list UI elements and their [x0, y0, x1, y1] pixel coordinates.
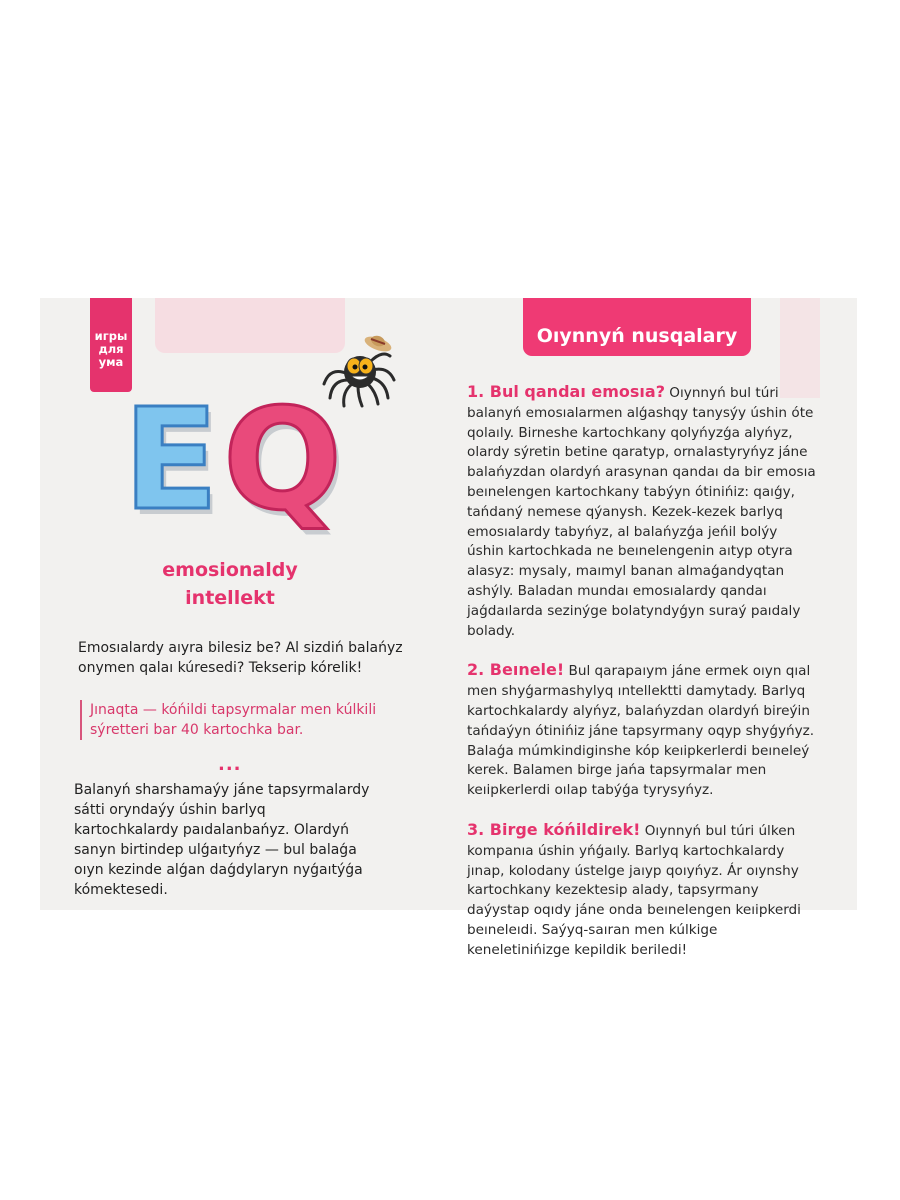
instruction-card [40, 298, 857, 958]
show-through-banner [155, 298, 345, 353]
eq-logo [123, 379, 343, 542]
variant-heading: 1. Bul qandaı emosıa? [467, 382, 665, 401]
brand-line: ума [98, 355, 124, 369]
variant-item [467, 660, 817, 801]
intro-text: Emosıalardy aıyra bilesiz be? Al sizdiń balańyz onymen qalaı kúresedi? Tekserip kórelik! [78, 640, 403, 676]
game-variants-header: Oıynnyń nusqalary [523, 298, 751, 356]
variant-text: Oıynnyń bul túri úlken kompanıa úshin yńǵaıly. Barlyq kartochkalardy jınap, kolodany ústelge jaıyp qoıyńyz. Ár oıynshy kartochkany kezektesip alady, tapsyrmany daýystap oqıdy jáne onda beınelengen keıipkerdi beıneleıdi. Saýyq-saıran men kúlkige keneletinińizge kepildik beriledi! [467, 822, 801, 958]
variant-text: Oıynnyń bul túri balanyń emosıalarmen alǵashqy tanysýy úshin óte qolaıly. Birneshe kartochkany qolyńyzǵa alyńyz, olardy sýretin betine qaratyp, ornalastyryńyz jáne balańyzdan olardyń arasynan qandaı da bir emosıa beınelengen kartochkany tabýyn ótinińiz: qaıǵy, tańdaný nemese qýanysh. Kezek-kezek barlyq emosıalardy tabyńyz, al balańyzǵa jeńil bolýy úshin kartochkada ne beınelengenin aıtyp otyra alasyz: mysaly, maımyl banan almaǵandyqtan ashýly. Baladan mundaı emosıalardy qandaı jaǵdaılarda sezinýge bolatyndyǵyn suraý paıdaly bolady. [467, 385, 816, 639]
game-variants-list [467, 382, 817, 980]
variant-item [467, 820, 817, 961]
separator-dots: ... [218, 754, 242, 775]
card-count-note: Jınaqta — kóńildi tapsyrmalar men kúlkili sýretteri bar 40 kartochka bar. [80, 700, 390, 740]
variant-heading: 3. Birge kóńildirek! [467, 819, 641, 839]
spider-mascot-icon [318, 330, 400, 408]
variant-text: Bul qarapaıym jáne ermek oıyn qıal men shyǵarmashylyq ıntellektti damytady. Barlyq kartochkalardy alyńyz, balańyzdan olardyń bireýin tańdaýyn ótinińiz jáne tapsyrmany oqyp shyǵyńyz. Balaǵa múmkindiginshe kóp keıipkerlerdi beıneleý kerek. Balamen birge jańa tapsyrmalar men keıipkerlerdi oılap tabýǵa tyrysyńyz. [467, 663, 815, 799]
brand-badge [90, 298, 132, 392]
eq-subtitle [140, 556, 320, 612]
advice-text: Balanyń sharshamaýy jáne tapsyrmalardy sátti oryndaýy úshin barlyq kartochkalardy paıdalanbańyz. Olardyń sanyn birtindep ulǵaıtyńyz — bul balaǵa oıyn kezinde alǵan daǵdylaryn nyǵaıtýǵa kómektesedi. [74, 782, 370, 898]
variant-heading: 2. Beınele! [467, 660, 565, 680]
variant-item [467, 382, 817, 641]
brand-line: для [98, 342, 124, 356]
subtitle-line: intellekt [185, 587, 275, 609]
brand-line: игры [94, 329, 128, 343]
logo-letter-e: E [123, 379, 219, 542]
subtitle-line: emosionaldy [162, 559, 298, 581]
logo-letter-q: Q [223, 379, 343, 542]
